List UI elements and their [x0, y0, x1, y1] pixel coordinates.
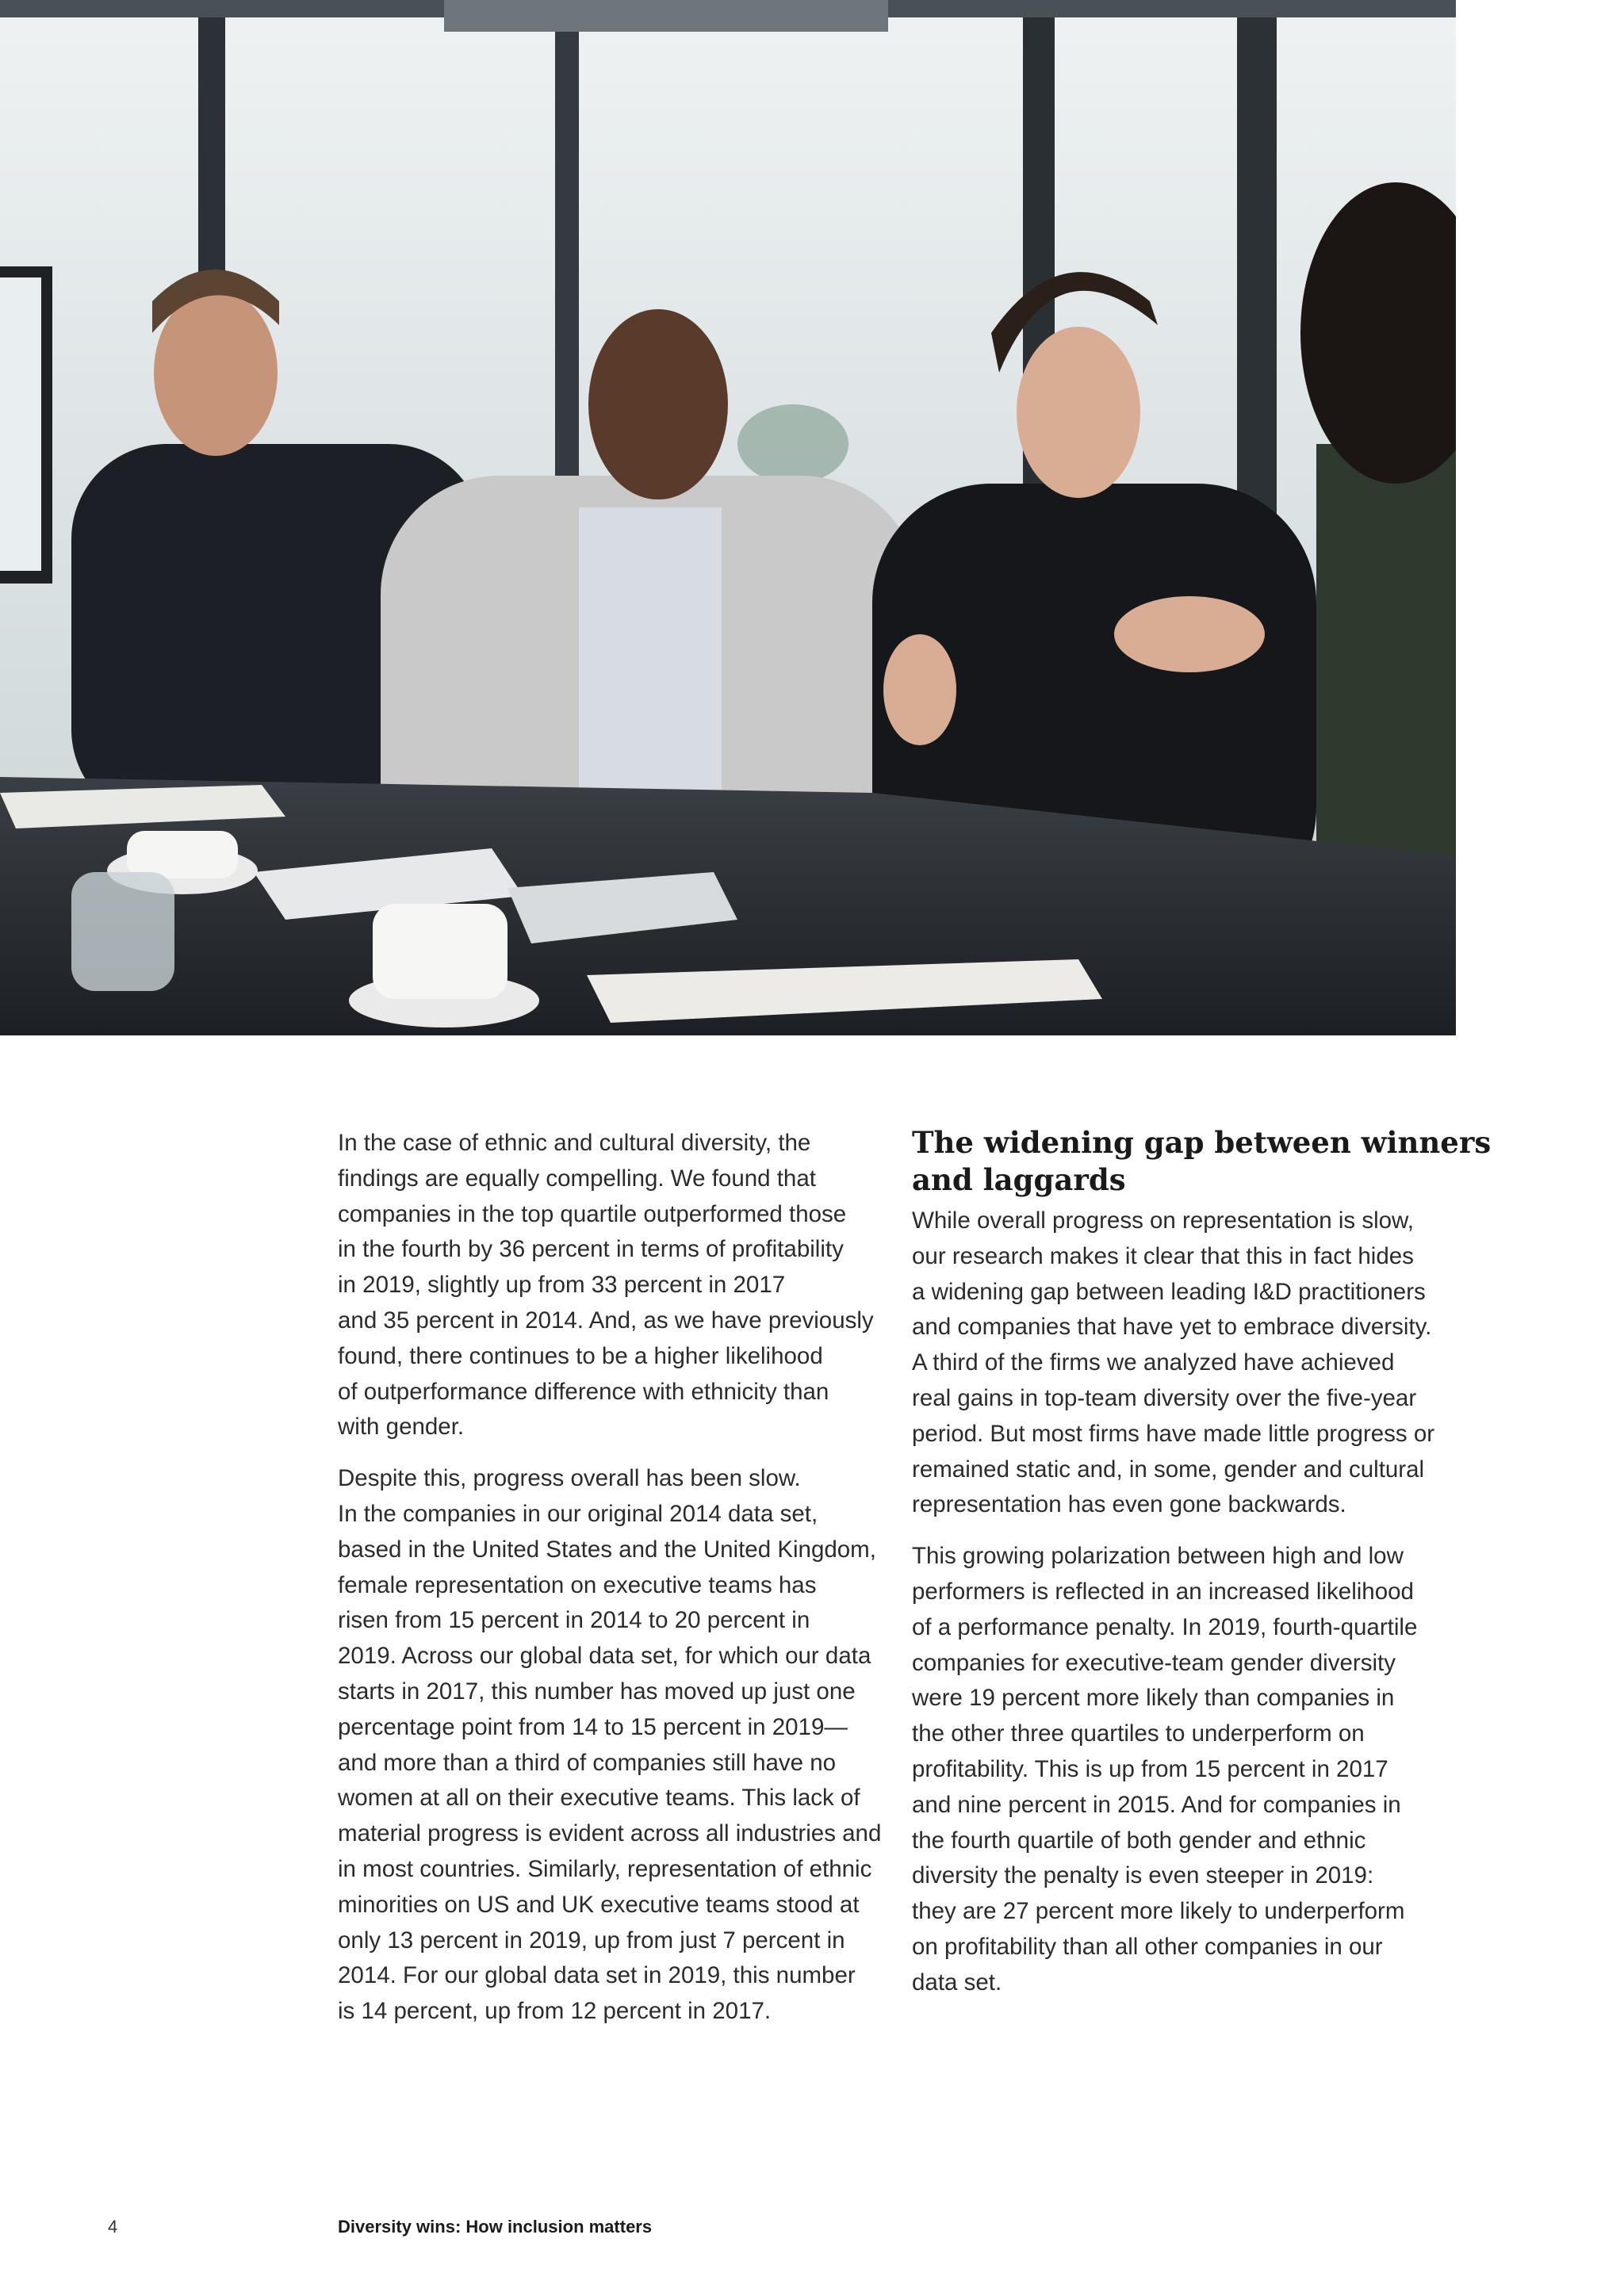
paragraph-polarization — [912, 1539, 1467, 2000]
text-line: with gender. — [338, 1414, 465, 1441]
footer-publication-title: Diversity wins: How inclusion matters — [338, 2217, 653, 2237]
text-line: female representation on executive teams has — [338, 1571, 817, 1598]
text-line: profitability. This is up from 15 percent in 2017 — [912, 1755, 1388, 1782]
page-number: 4 — [108, 2217, 118, 2237]
text-line: is 14 percent, up from 12 percent in 2017. — [338, 1998, 772, 2025]
text-line: of outperformance difference with ethnicity than — [338, 1378, 829, 1405]
paragraph-ethnic-diversity — [338, 1126, 893, 1445]
text-line: period. But most firms have made little progress or — [912, 1420, 1435, 1447]
text-line: representation has even gone backwards. — [912, 1491, 1346, 1518]
text-line: findings are equally compelling. We found that — [338, 1165, 816, 1192]
heading-line: and laggards — [912, 1162, 1126, 1197]
text-line: 2014. For our global data set in 2019, this number — [338, 1962, 856, 1989]
paragraph-widening-gap — [912, 1203, 1467, 1523]
text-line: they are 27 percent more likely to underperform — [912, 1898, 1405, 1925]
text-line: based in the United States and the United Kingdom, — [338, 1536, 876, 1563]
text-line: real gains in top-team diversity over the five-year — [912, 1384, 1417, 1411]
text-line: found, there continues to be a higher likelihood — [338, 1342, 823, 1369]
text-line: the fourth quartile of both gender and ethnic — [912, 1827, 1366, 1854]
text-line: companies for executive-team gender diversity — [912, 1649, 1396, 1676]
office-meeting-illustration — [0, 0, 1456, 1035]
text-line: of a performance penalty. In 2019, fourth-quartile — [912, 1613, 1418, 1640]
text-line: on profitability than all other companies in our — [912, 1933, 1383, 1960]
text-line: and more than a third of companies still have no — [338, 1749, 837, 1776]
text-line: in the fourth by 36 percent in terms of profitability — [338, 1236, 844, 1263]
text-line: 2019. Across our global data set, for which our data — [338, 1643, 871, 1670]
text-line: the other three quartiles to underperform on — [912, 1720, 1365, 1747]
text-line: in 2019, slightly up from 33 percent in 2017 — [338, 1272, 786, 1299]
text-line: women at all on their executive teams. This lack of — [338, 1785, 860, 1812]
paragraph-progress-slow — [338, 1461, 893, 2030]
text-line: While overall progress on representation is slow, — [912, 1207, 1414, 1234]
text-line: performers is reflected in an increased likelihood — [912, 1578, 1414, 1605]
text-line: A third of the firms we analyzed have achieved — [912, 1349, 1395, 1376]
text-line: and companies that have yet to embrace diversity. — [912, 1314, 1432, 1341]
text-line: and 35 percent in 2014. And, as we have previously — [338, 1307, 874, 1334]
hero-photo — [0, 0, 1456, 1035]
text-line: a widening gap between leading I&D practitioners — [912, 1278, 1426, 1305]
text-line: This growing polarization between high and low — [912, 1543, 1404, 1570]
text-line: risen from 15 percent in 2014 to 20 percent in — [338, 1607, 810, 1634]
text-line: only 13 percent in 2019, up from just 7 percent in — [338, 1927, 845, 1954]
left-text-column — [338, 1126, 893, 2045]
text-line: our research makes it clear that this in fact hides — [912, 1242, 1414, 1269]
text-line: percentage point from 14 to 15 percent in 2019— — [338, 1713, 848, 1740]
text-line: were 19 percent more likely than companies in — [912, 1685, 1395, 1712]
text-line: companies in the top quartile outperformed those — [338, 1200, 847, 1227]
text-line: data set. — [912, 1969, 1002, 1996]
right-text-column — [912, 1124, 1492, 2017]
text-line: In the case of ethnic and cultural diversity, the — [338, 1130, 811, 1156]
heading-line: The widening gap between winners — [912, 1125, 1492, 1160]
text-line: In the companies in our original 2014 data set, — [338, 1500, 818, 1527]
text-line: in most countries. Similarly, representation of ethnic — [338, 1855, 872, 1882]
text-line: starts in 2017, this number has moved up just one — [338, 1678, 856, 1705]
text-line: and nine percent in 2015. And for companies in — [912, 1791, 1401, 1818]
section-heading — [912, 1124, 1492, 1199]
text-line: remained static and, in some, gender and cultural — [912, 1456, 1425, 1483]
text-line: Despite this, progress overall has been slow. — [338, 1465, 801, 1492]
text-line: minorities on US and UK executive teams stood at — [338, 1891, 860, 1918]
text-line: material progress is evident across all industries and — [338, 1820, 882, 1847]
text-line: diversity the penalty is even steeper in 2019: — [912, 1862, 1374, 1889]
